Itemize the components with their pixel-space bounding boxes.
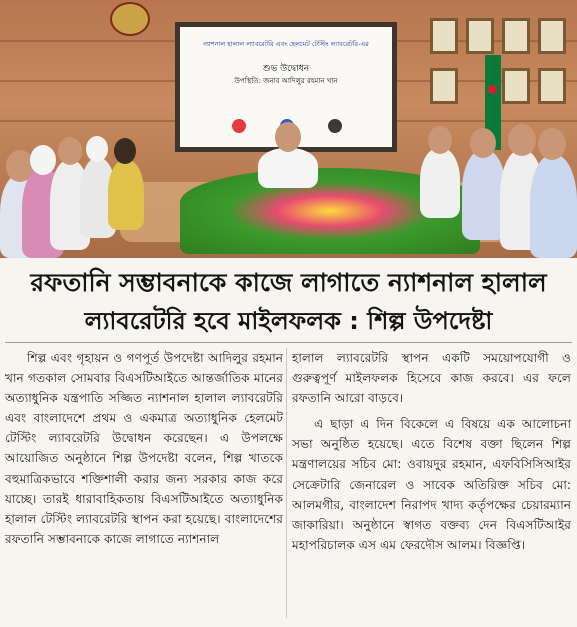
attendee-head bbox=[538, 128, 566, 160]
attendee-head bbox=[428, 126, 452, 154]
certificate-frame bbox=[502, 68, 530, 104]
attendee-head bbox=[58, 137, 82, 165]
chief-guest bbox=[258, 148, 318, 188]
attendee bbox=[108, 160, 144, 230]
attendee-head bbox=[114, 138, 136, 164]
attendee bbox=[420, 148, 460, 218]
article-column-left bbox=[5, 348, 283, 549]
certificate-frame bbox=[538, 18, 566, 54]
flag-disc bbox=[488, 85, 497, 94]
meeting-photo bbox=[0, 0, 577, 258]
attendee-head bbox=[508, 124, 536, 156]
certificate-frame bbox=[538, 68, 566, 104]
headline-line-1: রফতানি সম্ভাবনাকে কাজে লাগাতে ন্যাশনাল হালাল bbox=[30, 268, 547, 297]
screen-title: ন্যাশনাল হালাল ল্যাবরেটরি এবং হেলমেট টেস্টিং ল্যাবরেটরি-এর bbox=[203, 40, 369, 48]
article-paragraph: এ ছাড়া এ দিন বিকেলে এ বিষয়ে এক আলোচনা সভা অনুষ্ঠিত হয়েছে। এতে বিশেষ বক্তা ছিলেন শিল্প মন্ত্রণালয়ের সচিব মো: ওবায়দুর রহমান, এফবিসিসিআইর সেক্রেটারি জেনারেল ও সাবেক অতিরিক্ত সচিব মো: আলমগীর, বাংলাদেশ নিরাপদ খাদ্য কর্তৃপক্ষের চেয়ারম্যান জাকারিয়া। অনুষ্ঠানে স্বাগত বক্তব্য দেন বিএসটিআইর মহাপরিচালক এস এম ফেরদৌস আলম। বিজ্ঞপ্তি। bbox=[292, 417, 571, 552]
certificate-frame bbox=[466, 18, 494, 54]
headline-line-2: ল্যাবরেটরি হবে মাইলফলক : শিল্প উপদেষ্টা bbox=[84, 307, 493, 335]
emblem-icon bbox=[110, 2, 150, 36]
chief-guest-head bbox=[275, 122, 301, 152]
certificate-frame bbox=[430, 18, 458, 54]
headline-divider bbox=[5, 342, 572, 343]
column-divider bbox=[286, 348, 287, 618]
screen-heading: শুভ উদ্বোধন bbox=[262, 64, 310, 74]
attendee-head bbox=[86, 136, 108, 162]
screen-subheading: উপস্থিতি: জনাব আদিলুর রহমান খান bbox=[234, 77, 338, 85]
attendee-head bbox=[470, 128, 496, 158]
article-column-right bbox=[292, 348, 571, 555]
certificate-frame bbox=[430, 68, 458, 104]
article-paragraph: হালাল ল্যাবরেটরি স্থাপন একটি সময়োপযোগী ও গুরুত্বপূর্ণ মাইলফলক হিসেবে কাজ করবে। এর ফলে রফতানি আরো বাড়বে। bbox=[292, 351, 571, 406]
article-paragraph: শিল্প এবং গৃহায়ন ও গণপূর্ত উপদেষ্টা আদিলুর রহমান খান গতকাল সোমবার বিএসটিআইতে আন্তর্জাতিক মানের অত্যাধুনিক যন্ত্রপাতি সজ্জিত ন্যাশনাল হালাল ল্যাবরেটরি এবং বাংলাদেশে প্রথম ও একমাত্র অত্যাধুনিক হেলমেট টেস্টিং ল্যাবরেটরি উদ্বোধন করেছেন। এ উপলক্ষে আয়োজিত অনুষ্ঠানে শিল্প উপদেষ্টা বলেন, শিল্প খাতকে বহুমাত্রিকভাবে শক্তিশালী করার জন্য সরকার কাজ করে যাচ্ছে। তারই ধারাবাহিকতায় বিএসটিআইতে অত্যাধুনিক হালাল টেস্টিং ল্যাবরেটরি স্থাপন করা হয়েছে। বাংলাদেশের রফতানি সম্ভাবনাকে কাজে লাগাতে ন্যাশনাল bbox=[5, 351, 283, 546]
logo-icon bbox=[328, 119, 342, 133]
logo-icon bbox=[232, 119, 246, 133]
attendee bbox=[530, 155, 577, 258]
attendee-head bbox=[30, 145, 56, 175]
certificate-frame bbox=[502, 18, 530, 54]
